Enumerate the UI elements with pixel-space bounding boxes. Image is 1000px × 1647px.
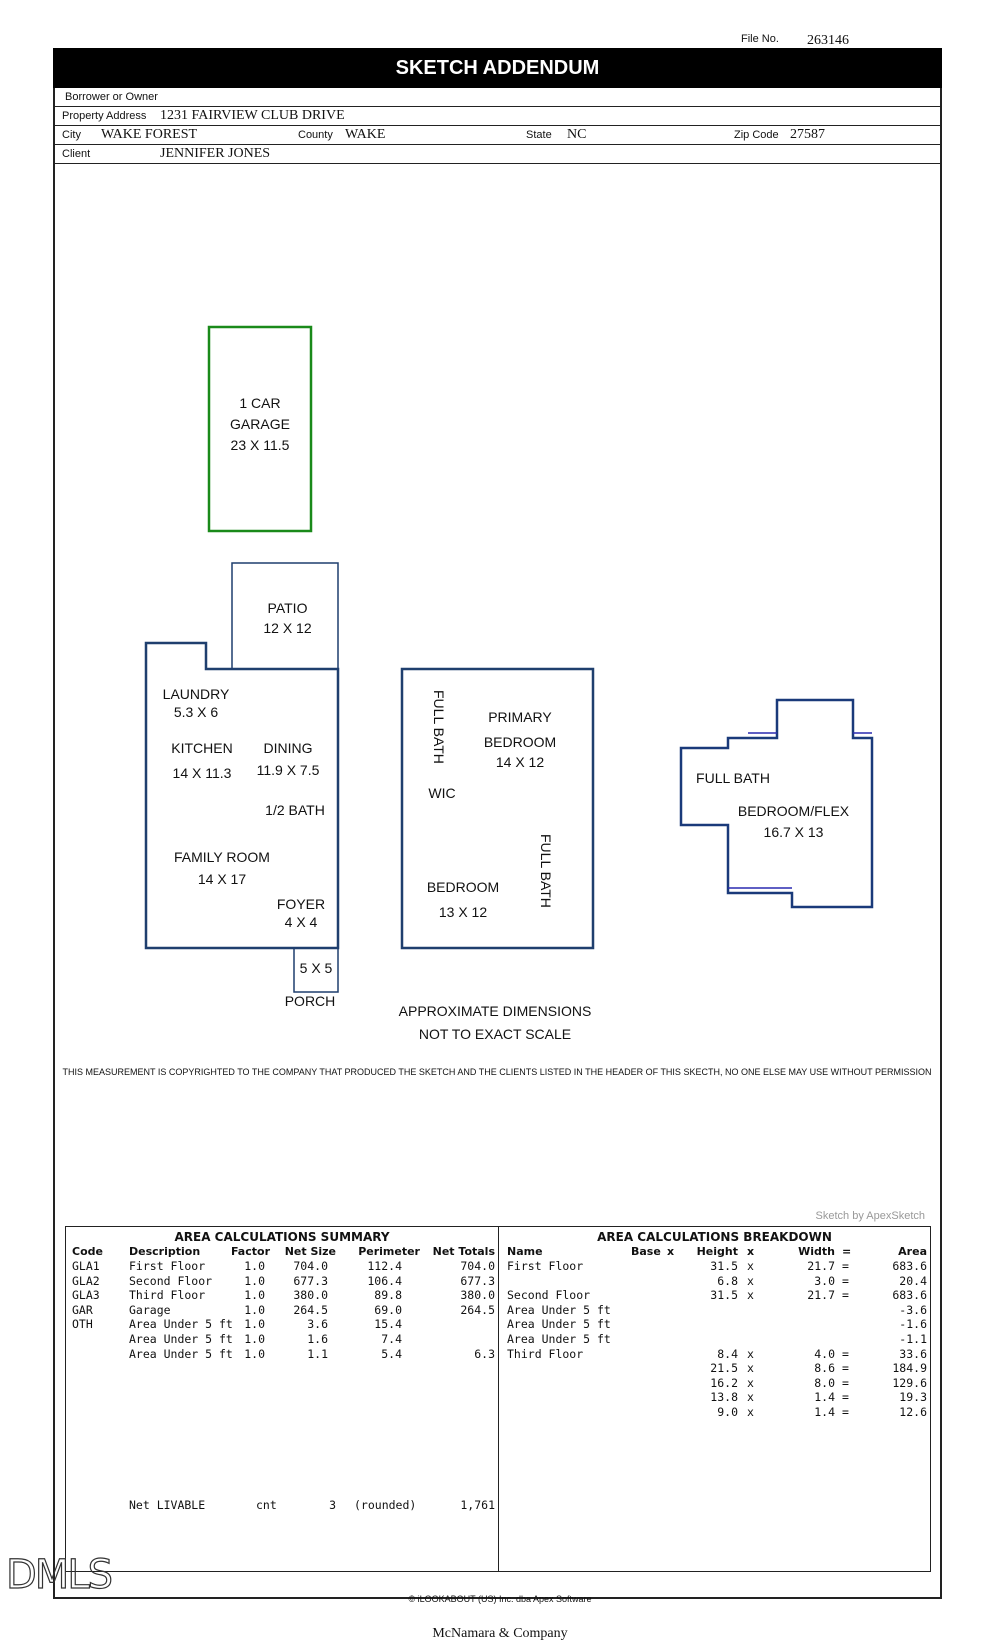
breakdown-cell-height: 16.2 [710,1375,738,1390]
breakdown-cell-width: 21.7 [807,1259,835,1273]
breakdown-cell-height: 13.8 [710,1390,738,1405]
breakdown-cell-equals: = [842,1405,849,1419]
patio-label [240,598,335,638]
garage-size: 23 X 11.5 [230,437,290,453]
kitchen-size: 14 X 11.3 [172,765,232,781]
borrower-label: Borrower or Owner [65,91,158,103]
software-credit: © iLOOKABOUT (US) Inc. dba Apex Software [408,1594,592,1604]
breakdown-cell-height: 8.4 [717,1346,738,1361]
summary-cell-net-total: 264.5 [460,1302,495,1317]
breakdown-header-name: Name [507,1245,543,1258]
summary-cell-description: Garage [129,1302,171,1317]
summary-cell-code: OTH [72,1317,93,1332]
garage-name-line2: GARAGE [230,416,290,432]
breakdown-header-x2: x [747,1245,755,1258]
bedroom-flex-size: 16.7 X 13 [763,824,824,840]
breakdown-cell-area: 184.9 [892,1361,927,1376]
breakdown-header-x1: x [667,1245,675,1258]
city-label: City [62,129,81,141]
summary-cell-perimeter: 69.0 [374,1302,402,1317]
net-livable-count: 3 [329,1498,336,1512]
wic-label: WIC [428,785,456,801]
page-title: SKETCH ADDENDUM [53,48,942,88]
family-room-label [160,846,284,890]
breakdown-cell-area: -1.6 [899,1317,927,1332]
breakdown-cell-name: First Floor [507,1259,584,1273]
summary-cell-description: First Floor [129,1259,206,1273]
patio-name: PATIO [267,600,308,616]
breakdown-header-width: Width [798,1245,835,1258]
copyright-notice: THIS MEASUREMENT IS COPYRIGHTED TO THE COMPANY THAT PRODUCED THE SKETCH AND THE CLIENTS LISTED IN THE HEADER OF THIS SKECTH, NO ONE ELSE MAY USE WITHOUT PERMISSION [62,1067,932,1077]
summary-cell-description: Area Under 5 ft [129,1317,233,1332]
full-bath-label-c: FULL BATH [696,770,770,786]
area-summary-title: AREA CALCULATIONS SUMMARY [174,1230,390,1244]
summary-cell-net-total: 380.0 [460,1288,495,1303]
breakdown-cell-x: x [747,1288,754,1303]
breakdown-cell-area: 19.3 [899,1390,927,1405]
breakdown-cell-x: x [747,1259,754,1273]
county-value: WAKE [345,127,386,142]
breakdown-cell-width: 8.6 [814,1361,835,1376]
summary-cell-factor: 1.0 [244,1273,265,1288]
summary-header-net-size: Net Size [284,1245,336,1258]
breakdown-cell-equals: = [842,1375,849,1390]
dmls-logo [4,1552,134,1596]
primary-bedroom-label [470,705,570,775]
file-number-label: File No. [741,33,779,45]
summary-cell-perimeter: 112.4 [367,1259,402,1273]
bedroom-flex-label [731,801,856,843]
breakdown-cell-equals: = [842,1288,849,1303]
summary-cell-factor: 1.0 [244,1288,265,1303]
breakdown-cell-height: 6.8 [717,1273,738,1288]
breakdown-cell-equals: = [842,1259,849,1273]
breakdown-cell-area: 129.6 [892,1375,927,1390]
net-livable-rounded: (rounded) [354,1498,417,1512]
summary-cell-factor: 1.0 [244,1259,265,1273]
breakdown-cell-area: 683.6 [892,1288,927,1303]
bedroom-name: BEDROOM [426,879,500,895]
breakdown-cell-x: x [747,1375,754,1390]
summary-cell-net-size: 1.1 [307,1346,328,1361]
summary-cell-description: Area Under 5 ft [129,1332,233,1346]
breakdown-cell-area: 33.6 [899,1346,927,1361]
net-livable-cnt-label: cnt [256,1498,277,1512]
kitchen-name: KITCHEN [171,740,233,756]
breakdown-cell-area: -1.1 [899,1332,927,1346]
laundry-label [156,685,236,721]
summary-cell-perimeter: 5.4 [381,1346,402,1361]
net-livable-total: 1,761 [460,1498,495,1512]
full-bath-label-b: FULL BATH [538,834,554,908]
property-address-value: 1231 FAIRVIEW CLUB DRIVE [160,108,345,123]
breakdown-cell-x: x [747,1390,754,1405]
area-breakdown-title: AREA CALCULATIONS BREAKDOWN [597,1230,832,1244]
breakdown-cell-area: -3.6 [899,1302,927,1317]
summary-cell-factor: 1.0 [244,1302,265,1317]
summary-cell-factor: 1.0 [244,1346,265,1361]
breakdown-cell-equals: = [842,1361,849,1376]
breakdown-cell-x: x [747,1361,754,1376]
area-summary-table [65,1226,499,1572]
breakdown-header-area: Area [898,1245,927,1258]
summary-cell-net-size: 704.0 [293,1259,328,1273]
breakdown-cell-width: 4.0 [814,1346,835,1361]
zip-code-label: Zip Code [734,129,779,141]
apex-sketch-credit: Sketch by ApexSketch [815,1210,925,1222]
patio-size: 12 X 12 [263,620,312,636]
full-bath-label-a: FULL BATH [431,690,447,764]
breakdown-header-equals: = [842,1245,852,1258]
scale-note-line1: APPROXIMATE DIMENSIONS [398,1003,592,1019]
net-livable-label: Net LIVABLE [129,1498,206,1512]
primary-bedroom-size: 14 X 12 [495,754,545,770]
foyer-size: 4 X 4 [284,914,318,930]
bedroom-flex-name: BEDROOM/FLEX [737,803,850,819]
primary-bedroom-name-line2: BEDROOM [483,734,557,750]
breakdown-cell-width: 1.4 [814,1390,835,1405]
breakdown-cell-name: Area Under 5 ft [507,1332,611,1346]
area-breakdown-table [498,1226,931,1572]
state-label: State [526,129,552,141]
client-value: JENNIFER JONES [160,146,271,161]
summary-cell-description: Area Under 5 ft [129,1346,233,1361]
summary-cell-net-size: 1.6 [307,1332,328,1346]
summary-cell-description: Third Floor [129,1288,206,1303]
zip-code-value: 27587 [790,127,825,142]
dining-size: 11.9 X 7.5 [256,762,320,778]
porch-label: PORCH [284,993,336,1009]
breakdown-cell-width: 8.0 [814,1375,835,1390]
dining-name: DINING [263,740,313,756]
breakdown-cell-x: x [747,1405,754,1419]
summary-cell-code: GLA2 [72,1273,100,1288]
breakdown-cell-area: 12.6 [899,1405,927,1419]
bedroom-label [418,875,508,925]
laundry-size: 5.3 X 6 [173,704,219,720]
summary-cell-code: GLA3 [72,1288,100,1303]
summary-cell-net-size: 3.6 [307,1317,328,1332]
summary-cell-perimeter: 89.8 [374,1288,402,1303]
summary-cell-code: GAR [72,1302,93,1317]
state-value: NC [567,127,587,142]
summary-cell-code: GLA1 [72,1259,100,1273]
dining-label [248,737,328,781]
summary-header-description: Description [129,1245,201,1258]
breakdown-cell-equals: = [842,1346,849,1361]
breakdown-cell-width: 1.4 [814,1405,835,1419]
breakdown-cell-height: 9.0 [717,1405,738,1419]
primary-bedroom-name-line1: PRIMARY [488,709,552,725]
client-label: Client [62,148,91,160]
summary-cell-factor: 1.0 [244,1332,265,1346]
property-address-label: Property Address [62,110,147,122]
breakdown-cell-height: 21.5 [710,1361,738,1376]
breakdown-cell-name: Area Under 5 ft [507,1302,611,1317]
foyer-name: FOYER [276,896,326,912]
summary-header-net-totals: Net Totals [432,1245,495,1258]
summary-cell-factor: 1.0 [244,1317,265,1332]
kitchen-label [162,736,242,786]
summary-cell-perimeter: 15.4 [374,1317,402,1332]
breakdown-cell-name: Second Floor [507,1288,591,1303]
breakdown-cell-equals: = [842,1390,849,1405]
summary-cell-net-total: 6.3 [474,1346,495,1361]
foyer-label [266,895,336,931]
breakdown-cell-x: x [747,1346,754,1361]
summary-cell-net-total: 704.0 [460,1259,495,1273]
summary-cell-net-size: 264.5 [293,1302,328,1317]
breakdown-cell-equals: = [842,1273,849,1288]
summary-header-code: Code [72,1245,103,1258]
breakdown-header-height: Height [696,1245,738,1258]
summary-cell-perimeter: 7.4 [381,1332,402,1346]
breakdown-cell-height: 31.5 [710,1288,738,1303]
scale-note [380,1000,610,1046]
bedroom-size: 13 X 12 [438,904,488,920]
half-bath-label: 1/2 BATH [265,802,325,818]
family-room-name: FAMILY ROOM [174,849,270,865]
porch-size: 5 X 5 [299,960,333,976]
summary-cell-net-size: 677.3 [293,1273,328,1288]
county-label: County [298,129,333,141]
breakdown-cell-name: Third Floor [507,1346,584,1361]
company-name: McNamara & Company [432,1626,568,1641]
garage-name-line1: 1 CAR [239,395,281,411]
scale-note-line2: NOT TO EXACT SCALE [418,1026,572,1042]
breakdown-cell-width: 21.7 [807,1288,835,1303]
dmls-logo-text: DMLS [6,1552,111,1596]
summary-cell-description: Second Floor [129,1273,213,1288]
breakdown-cell-area: 683.6 [892,1259,927,1273]
summary-cell-net-total: 677.3 [460,1273,495,1288]
summary-header-factor: Factor [230,1245,270,1258]
breakdown-cell-width: 3.0 [814,1273,835,1288]
summary-cell-perimeter: 106.4 [367,1273,402,1288]
laundry-name: LAUNDRY [162,686,230,702]
family-room-size: 14 X 17 [197,871,247,887]
breakdown-header-base: Base [631,1245,661,1258]
breakdown-cell-x: x [747,1273,754,1288]
breakdown-cell-height: 31.5 [710,1259,738,1273]
breakdown-cell-name: Area Under 5 ft [507,1317,611,1332]
summary-header-perimeter: Perimeter [358,1245,420,1258]
garage-label [209,393,311,456]
summary-cell-net-size: 380.0 [293,1288,328,1303]
city-value: WAKE FOREST [101,127,198,142]
breakdown-cell-area: 20.4 [899,1273,927,1288]
file-number-value: 263146 [807,33,849,48]
